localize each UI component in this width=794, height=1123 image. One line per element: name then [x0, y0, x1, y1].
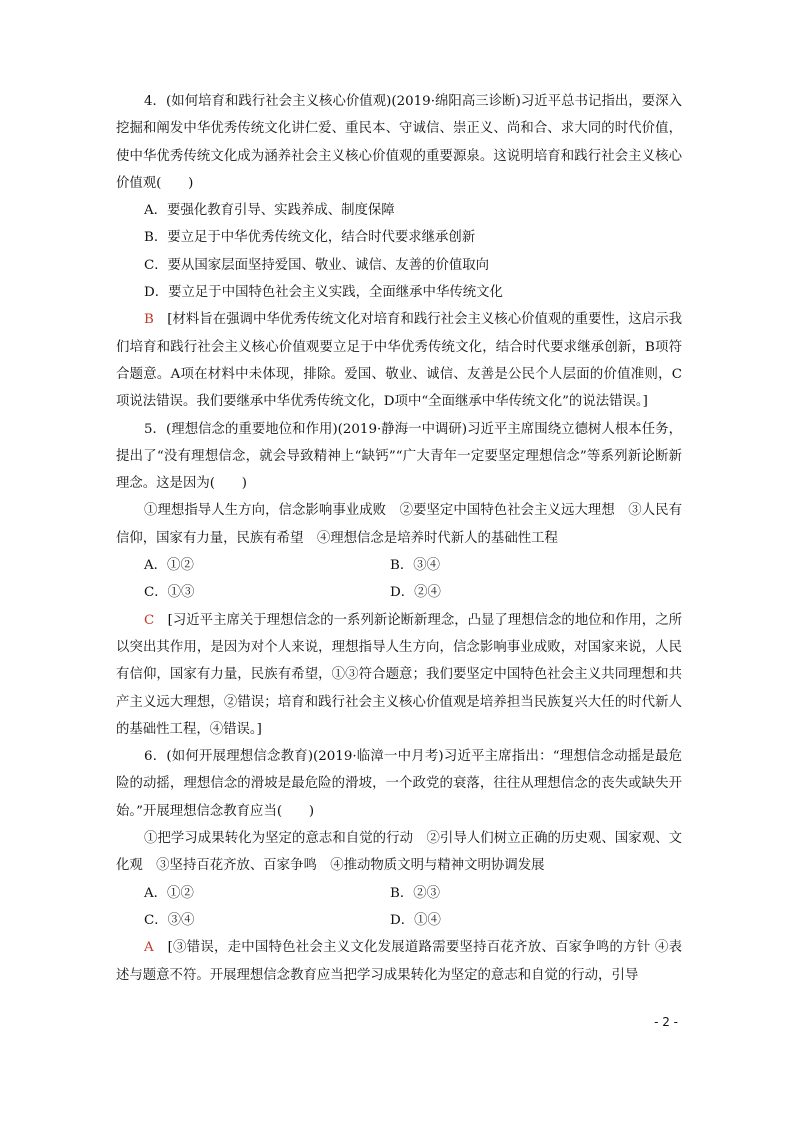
- question-6-answer: [116, 934, 682, 989]
- question-4-option-a: A．要强化教育引导、实践养成、制度保障: [144, 203, 395, 219]
- question-5-option-c: C．①③: [144, 585, 195, 601]
- answer-letter: A: [144, 940, 154, 956]
- answer-letter: B: [144, 312, 154, 328]
- question-5-options-row-2: [116, 579, 682, 606]
- answer-letter: C: [144, 612, 155, 628]
- question-5-option-a: A．①②: [144, 558, 194, 574]
- page-number: - 2 -: [654, 1015, 678, 1029]
- question-6-option-a: A．①②: [144, 885, 194, 901]
- question-4-option-b: B．要立足于中华优秀传统文化，结合时代要求继承创新: [144, 230, 476, 246]
- question-5-option-d: D．②④: [390, 585, 441, 601]
- question-4-stem: 4．(如何培育和践行社会主义核心价值观)(2019·绵阳高三诊断)习近平总书记指出，要深入挖掘和阐发中华优秀传统文化讲仁爱、重民本、守诚信、崇正义、尚和合、求大同的时代价值，使中华优秀传统文化成为涵养社会主义核心价值观的重要源泉。这说明培育和践行社会主义核心价值观( ): [116, 94, 682, 191]
- answer-explanation: [材料旨在强调中华优秀传统文化对培育和践行社会主义核心价值观的重要性，这启示我们培育和践行社会主义核心价值观要立足于中华优秀传统文化，结合时代要求继承创新，B项符合题意。A项在材料中未体现，排除。爱国、敬业、诚信、友善是公民个人层面的价值准则，C项说法错误。我们要继承中华优秀传统文化，D项中“全面继承中华传统文化”的说法错误。]: [116, 312, 682, 410]
- question-4-option-c: C．要从国家层面坚持爱国、敬业、诚信、友善的价值取向: [144, 257, 490, 273]
- question-6-options-row-2: [116, 907, 682, 934]
- question-6-option-b: B．②③: [390, 885, 441, 901]
- answer-explanation: [③错误，走中国特色社会主义文化发展道路需要坚持百花齐放、百家争鸣的方针 ④表述与题意不符。开展理想信念教育应当把学习成果转化为坚定的意志和自觉的行动，引导: [116, 940, 682, 983]
- question-4-answer: [116, 306, 682, 415]
- question-6-option-d: D．①④: [390, 912, 441, 928]
- question-6-options-row-1: [116, 880, 682, 907]
- question-5-stem: 5．(理想信念的重要地位和作用)(2019·静海一中调研)习近平主席围绕立德树人根本任务，提出了“没有理想信念，就会导致精神上“缺钙”“广大青年一定要坚定理想信念”等系列新论断新理念。这是因为( ): [116, 421, 682, 492]
- question-6-statements: ①把学习成果转化为坚定的意志和自觉的行动 ②引导人们树立正确的历史观、国家观、文化观 ③坚持百花齐放、百家争鸣 ④推动物质文明与精神文明协调发展: [116, 831, 682, 874]
- question-5-statements: ①理想指导人生方向，信念影响事业成败 ②要坚定中国特色社会主义远大理想 ③人民有信仰，国家有力量，民族有希望 ④理想信念是培养时代新人的基础性工程: [116, 503, 682, 546]
- question-4-option-d: D．要立足于中国特色社会主义实践，全面继承中华传统文化: [144, 285, 503, 301]
- question-6-option-c: C．③④: [144, 912, 195, 928]
- question-5-options-row-1: [116, 552, 682, 579]
- question-5-option-b: B．③④: [390, 558, 441, 574]
- question-5-answer: [116, 607, 682, 743]
- document-page: [116, 88, 682, 989]
- answer-explanation: [习近平主席关于理想信念的一系列新论断新理念，凸显了理想信念的地位和作用，之所以突出其作用，是因为对个人来说，理想指导人生方向，信念影响事业成败，对国家来说，人民有信仰，国家有力量，民族有希望，①③符合题意；我们要坚定中国特色社会主义共同理想和共产主义远大理想，②错误；培育和践行社会主义核心价值观是培养担当民族复兴大任的时代新人的基础性工程，④错误。]: [116, 612, 682, 737]
- question-6-stem: 6．(如何开展理想信念教育)(2019·临漳一中月考)习近平主席指出：“理想信念动摇是最危险的动摇，理想信念的滑坡是最危险的滑坡，一个政党的衰落，往往从理想信念的丧失或缺失开始。”开展理想信念教育应当( ): [116, 749, 682, 819]
